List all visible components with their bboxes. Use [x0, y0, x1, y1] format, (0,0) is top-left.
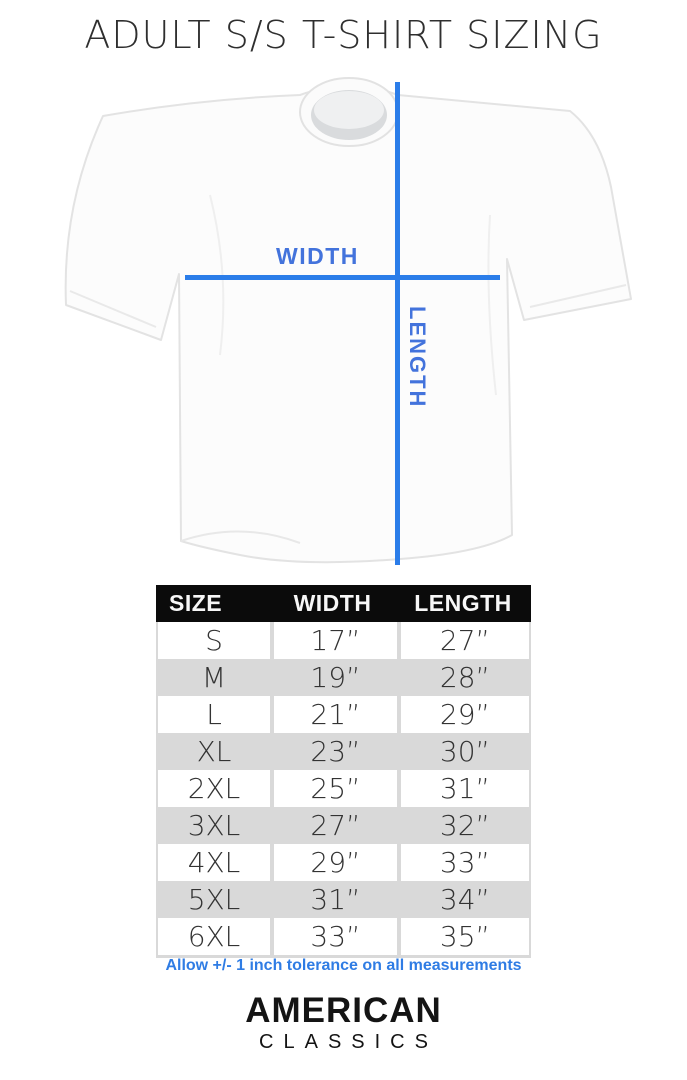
table-row — [158, 807, 529, 844]
width-label: WIDTH — [276, 243, 359, 269]
length-cell: 35” — [401, 918, 529, 955]
table-row — [158, 844, 529, 881]
table-header-row — [156, 585, 531, 622]
length-cell: 31” — [401, 770, 529, 807]
width-cell: 23” — [274, 733, 397, 770]
table-row — [158, 622, 529, 659]
width-measure-line — [185, 275, 500, 280]
brand-logo — [0, 993, 687, 1052]
length-label: LENGTH — [405, 306, 430, 409]
collar-back-panel — [314, 91, 384, 129]
width-cell: 27” — [274, 807, 397, 844]
table-row — [158, 696, 529, 733]
length-cell: 34” — [401, 881, 529, 918]
page-title: ADULT S/S T-SHIRT SIZING — [84, 13, 603, 57]
brand-name-bottom: CLASSICS — [259, 1031, 438, 1053]
size-cell: M — [158, 659, 270, 696]
tolerance-note: Allow +/- 1 inch tolerance on all measurements — [165, 957, 522, 974]
size-cell: L — [158, 696, 270, 733]
length-cell: 30” — [401, 733, 529, 770]
size-chart-table — [156, 585, 531, 958]
length-measure-line — [395, 82, 400, 565]
table-row — [158, 881, 529, 918]
width-cell: 33” — [274, 918, 397, 955]
length-cell: 28” — [401, 659, 529, 696]
width-cell: 19” — [274, 659, 397, 696]
length-cell: 27” — [401, 622, 529, 659]
width-cell: 17” — [274, 622, 397, 659]
size-cell: 4XL — [158, 844, 270, 881]
header-length: LENGTH — [414, 590, 512, 616]
width-cell: 31” — [274, 881, 397, 918]
length-cell: 29” — [401, 696, 529, 733]
length-cell: 33” — [401, 844, 529, 881]
table-body — [156, 622, 531, 958]
table-row — [158, 770, 529, 807]
table-row — [158, 659, 529, 696]
tshirt-illustration — [60, 75, 640, 575]
size-cell: XL — [158, 733, 270, 770]
table-row — [158, 918, 529, 955]
table-row — [158, 733, 529, 770]
size-cell: 3XL — [158, 807, 270, 844]
tshirt-diagram — [60, 75, 640, 575]
length-cell: 32” — [401, 807, 529, 844]
size-cell: S — [158, 622, 270, 659]
size-cell: 5XL — [158, 881, 270, 918]
brand-name-top: AMERICAN — [245, 991, 442, 1030]
size-cell: 6XL — [158, 918, 270, 955]
header-size: SIZE — [169, 590, 223, 616]
width-cell: 29” — [274, 844, 397, 881]
size-cell: 2XL — [158, 770, 270, 807]
width-cell: 21” — [274, 696, 397, 733]
width-cell: 25” — [274, 770, 397, 807]
header-width: WIDTH — [293, 590, 372, 616]
